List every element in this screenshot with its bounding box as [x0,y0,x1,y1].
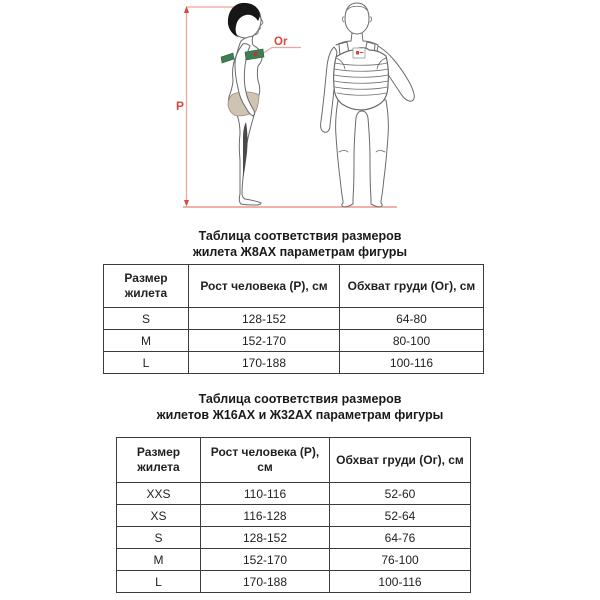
height-cell: 152-170 [189,330,340,352]
height-column-header: Рост человека (Р), см [201,438,330,483]
tape-clasp [254,52,257,56]
chest-cell: 100-116 [330,571,471,593]
table-row [104,330,484,352]
height-cell: 128-152 [201,527,330,549]
table1-title-line2: жилета Ж8АХ параметрам фигуры [192,245,408,259]
size-column-header: Размер жилета [104,265,189,308]
size-cell: XXS [117,483,201,505]
front-head [345,3,369,34]
chest-cell: 52-60 [330,483,471,505]
size-cell: XS [117,505,201,527]
height-cell: 128-152 [189,308,340,330]
front-view-figure [321,3,415,207]
chest-cell: 80-100 [340,330,484,352]
size-cell: L [104,352,189,374]
chest-dimension-label: Or [274,36,288,48]
size-cell: L [117,571,201,593]
vest-zh8ah-size-table [103,264,484,374]
size-cell: M [117,549,201,571]
front-right-ear [370,17,372,22]
chest-column-header: Обхват груди (Ог), см [330,438,471,483]
chest-cell: 64-76 [330,527,471,549]
height-cell: 170-188 [201,571,330,593]
size-cell: S [104,308,189,330]
side-view-figure [228,4,263,205]
header-row [104,265,484,308]
chest-column-header: Обхват груди (Ог), см [340,265,484,308]
far-leg-shadow [243,122,248,179]
size-cell: M [104,330,189,352]
height-dimension-label: P [175,99,184,113]
chest-cell: 76-100 [330,549,471,571]
chest-cell: 100-116 [340,352,484,374]
height-cell: 152-170 [201,549,330,571]
table-row [117,571,471,593]
front-legs [336,100,389,207]
height-cell: 116-128 [201,505,330,527]
size-cell: S [117,527,201,549]
table-row [117,505,471,527]
table2-title [0,391,600,423]
table2-title-line1: Таблица соответствия размеров [198,392,402,406]
chest-cell: 52-64 [330,505,471,527]
table-row [104,308,484,330]
tape-back-segment [221,53,234,63]
chest-cell: 64-80 [340,308,484,330]
table-row [117,527,471,549]
height-column-header: Рост человека (Р), см [189,265,340,308]
size-column-header: Размер жилета [117,438,201,483]
table-row [117,549,471,571]
table-row [104,352,484,374]
table2-title-line2: жилетов Ж16АХ и Ж32АХ параметрам фигуры [156,408,444,422]
header-row [117,438,471,483]
table1-title [0,228,600,260]
height-cell: 110-116 [201,483,330,505]
vest-zh16ah-zh32ah-size-table [116,437,471,593]
front-left-ear [343,17,345,22]
table-row [117,483,471,505]
height-cell: 170-188 [189,352,340,374]
vest-label-mark [356,51,359,55]
table1-title-line1: Таблица соответствия размеров [198,229,402,243]
figure-illustration [0,0,600,215]
dimension-arrow-bottom [184,200,189,207]
